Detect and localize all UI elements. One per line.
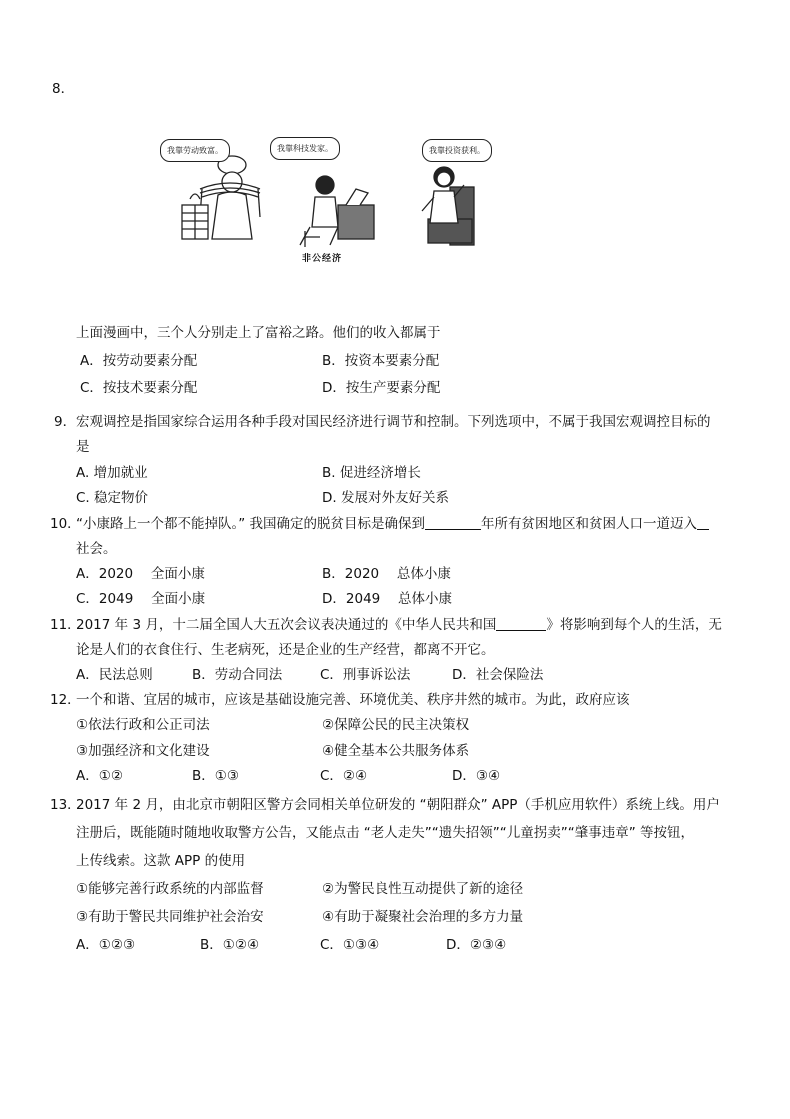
question-12-item-3: ③加强经济和文化建设 (76, 743, 210, 759)
question-11-option-c: C．刑事诉讼法 (320, 667, 411, 683)
question-12-option-c: C．②④ (320, 768, 368, 784)
speech-bubble-2: 我靠科技发家。 (270, 137, 340, 160)
speech-bubble-1: 我靠劳动致富。 (160, 139, 230, 162)
question-12-item-1: ①依法行政和公正司法 (76, 717, 210, 733)
question-13-option-d: D．②③④ (446, 937, 507, 953)
question-13-item-1: ①能够完善行政系统的内部监督 (76, 881, 264, 897)
question-12-option-b: B．①③ (192, 768, 239, 784)
question-11-option-d: D．社会保险法 (452, 667, 544, 683)
question-13-item-4: ④有助于凝聚社会治理的多方力量 (322, 909, 524, 925)
question-9-stem-line-1: 宏观调控是指国家综合运用各种手段对国民经济进行调节和控制。下列选项中，不属于我国宏观调控目标的 (76, 414, 711, 430)
question-11-stem-line-2: 论是人们的衣食住行、生老病死，还是企业的生产经营，都离不开它。 (76, 642, 495, 658)
answer-blank (697, 515, 709, 530)
question-10-option-a: A．2020 全面小康 (76, 566, 205, 582)
question-10-stem-line-1 (76, 512, 709, 532)
answer-blank (496, 616, 546, 631)
question-8-option-a: A．按劳动要素分配 (80, 353, 198, 369)
desk-figure (300, 176, 374, 247)
question-8-option-d: D．按生产要素分配 (322, 380, 441, 396)
question-8-option-b: B．按资本要素分配 (322, 353, 440, 369)
question-10-number: 10． (50, 516, 81, 532)
answer-blank (425, 515, 481, 530)
question-13-number: 13． (50, 797, 81, 813)
question-11-stem-line-1 (76, 613, 722, 633)
cartoon-figure (160, 127, 490, 267)
question-10-option-c: C．2049 全面小康 (76, 591, 206, 607)
question-13-stem-line-3: 上传线索。这款 APP 的使用 (76, 853, 246, 869)
question-8-number: 8． (52, 81, 75, 97)
question-10-option-d: D．2049 总体小康 (322, 591, 453, 607)
question-13-option-a: A．①②③ (76, 937, 136, 953)
question-11-stem-part-2: 》将影响到每个人的生活，无 (546, 617, 722, 633)
question-12-option-a: A．①② (76, 768, 123, 784)
question-12-stem: 一个和谐、宜居的城市，应该是基础设施完善、环境优美、秩序井然的城市。为此，政府应该 (76, 692, 630, 708)
question-13-option-c: C．①③④ (320, 937, 380, 953)
question-13-item-3: ③有助于警民共同维护社会治安 (76, 909, 264, 925)
question-9-stem-line-2: 是 (76, 439, 90, 455)
question-8-stem: 上面漫画中，三个人分别走上了富裕之路。他们的收入都属于 (76, 325, 441, 341)
question-13-stem-line-2: 注册后，既能随时随地收取警方公告，又能点击 “老人走失”“遗失招领”“儿童拐卖”“肇事违章” 等按钮， (76, 825, 695, 841)
question-13-stem-line-1: 2017 年 2 月，由北京市朝阳区警方会同相关单位研发的 “朝阳群众” APP（手机应用软件）系统上线。用户 (76, 797, 720, 813)
question-10-stem-line-2: 社会。 (76, 541, 117, 557)
question-12-item-4: ④健全基本公共服务体系 (322, 743, 470, 759)
question-12-number: 12． (50, 692, 81, 708)
chef-figure (182, 156, 260, 239)
question-11-number: 11． (50, 617, 81, 633)
cartoon-caption: 非公经济 (302, 254, 343, 264)
question-12-option-d: D．③④ (452, 768, 501, 784)
question-9-option-c: C. 稳定物价 (76, 490, 149, 506)
question-9-option-b: B. 促进经济增长 (322, 465, 421, 481)
question-11-option-a: A．民法总则 (76, 667, 153, 683)
question-9-number: 9． (54, 414, 77, 430)
speech-bubble-3: 我靠投资获利。 (422, 139, 492, 162)
question-13-item-2: ②为警民良性互动提供了新的途径 (322, 881, 524, 897)
question-8-option-c: C．按技术要素分配 (80, 380, 198, 396)
question-10-stem-part-1: “小康路上一个都不能掉队。” 我国确定的脱贫目标是确保到 (76, 516, 426, 532)
question-11-stem-part-1: 2017 年 3 月，十二届全国人大五次会议表决通过的《中华人民共和国 (76, 617, 497, 633)
question-13-option-b: B．①②④ (200, 937, 260, 953)
question-12-item-2: ②保障公民的民主决策权 (322, 717, 470, 733)
question-9-option-a: A. 增加就业 (76, 465, 148, 481)
question-10-stem-part-2: 年所有贫困地区和贫困人口一道迈入 (481, 516, 698, 532)
question-9-option-d: D. 发展对外友好关系 (322, 490, 449, 506)
question-11-option-b: B．劳动合同法 (192, 667, 283, 683)
question-10-option-b: B．2020 总体小康 (322, 566, 451, 582)
chair-figure (422, 167, 474, 245)
